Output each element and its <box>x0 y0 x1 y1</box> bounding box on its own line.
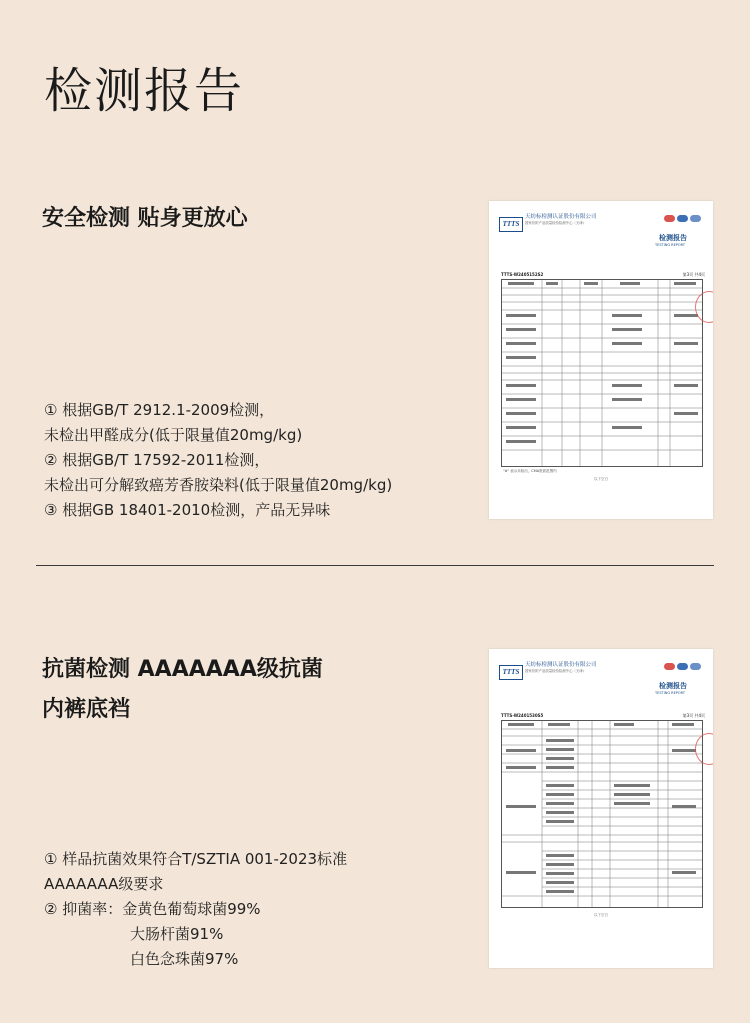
section2-point-2: ② 抑菌率：金黄色葡萄球菌99% <box>44 900 261 918</box>
report-page-number: 第3页 共4页 <box>682 272 705 277</box>
section1-point-1-detail: 未检出甲醛成分(低于限量值20mg/kg) <box>44 426 303 444</box>
section2-point-2-candida: 白色念珠菌97% <box>130 950 239 968</box>
report-footer: 以下空白 <box>594 913 608 917</box>
ilac-badge-icon <box>690 663 701 670</box>
report-org <box>525 214 597 226</box>
section2-heading-line2: 内裤底裆 <box>42 697 131 722</box>
section1-heading <box>42 199 248 239</box>
section2-heading <box>42 650 323 730</box>
test-report-image-1 <box>489 201 713 519</box>
report-number: TTTS-W2405152S2 <box>501 272 544 277</box>
section1-points <box>44 398 392 523</box>
test-report-image-2 <box>489 649 713 968</box>
accreditation-badges <box>664 215 701 222</box>
section1-heading-text: 安全检测 贴身更放心 <box>42 206 248 231</box>
report-table <box>501 279 703 467</box>
accreditation-badges <box>664 663 701 670</box>
ttts-logo: TTTS <box>499 217 523 232</box>
section1-point-2-detail: 未检出可分解致癌芳香胺染料(低于限量值20mg/kg) <box>44 476 393 494</box>
report-title-en: TESTING REPORT <box>654 243 685 247</box>
report-title: 检测报告 <box>659 234 687 242</box>
report-table <box>501 720 703 908</box>
report-page-number: 第3页 共4页 <box>682 713 705 718</box>
section-divider <box>36 565 714 566</box>
section1-point-2: ② 根据GB/T 17592-2011检测， <box>44 451 270 469</box>
report-note: "#" 表示未检出，CMA资质范围内 <box>503 469 557 473</box>
section2-points <box>44 847 347 972</box>
report-org-sub: 国家纺织产品质量检验检测中心（天津） <box>525 669 587 673</box>
section1-point-3: ③ 根据GB 18401-2010检测，产品无异味 <box>44 501 331 519</box>
report-title: 检测报告 <box>659 682 687 690</box>
report-org-sub: 国家纺织产品质量检验检测中心（天津） <box>525 221 587 225</box>
section2-point-1: ① 样品抗菌效果符合T/SZTIA 001-2023标准 <box>44 850 348 868</box>
cma-badge-icon <box>664 663 675 670</box>
ttts-logo: TTTS <box>499 665 523 680</box>
report-org-name: 天纺标检测认证股份有限公司 <box>525 662 597 668</box>
ilac-badge-icon <box>690 215 701 222</box>
page-title: 检测报告 <box>44 63 245 119</box>
report-footer: 以下空白 <box>594 477 608 481</box>
report-number: TTTS-W2401530S5 <box>501 713 544 718</box>
report-org-name: 天纺标检测认证股份有限公司 <box>525 214 597 220</box>
section2-point-2-ecoli: 大肠杆菌91% <box>130 925 224 943</box>
section2-heading-line1: 抗菌检测 AAAAAAA级抗菌 <box>42 657 323 682</box>
section2-point-1-detail: AAAAAAA级要求 <box>44 875 164 893</box>
report-title-en: TESTING REPORT <box>654 691 685 695</box>
report-org <box>525 662 597 674</box>
section1-point-1: ① 根据GB/T 2912.1-2009检测， <box>44 401 275 419</box>
cnas-badge-icon <box>677 215 688 222</box>
cnas-badge-icon <box>677 663 688 670</box>
cma-badge-icon <box>664 215 675 222</box>
